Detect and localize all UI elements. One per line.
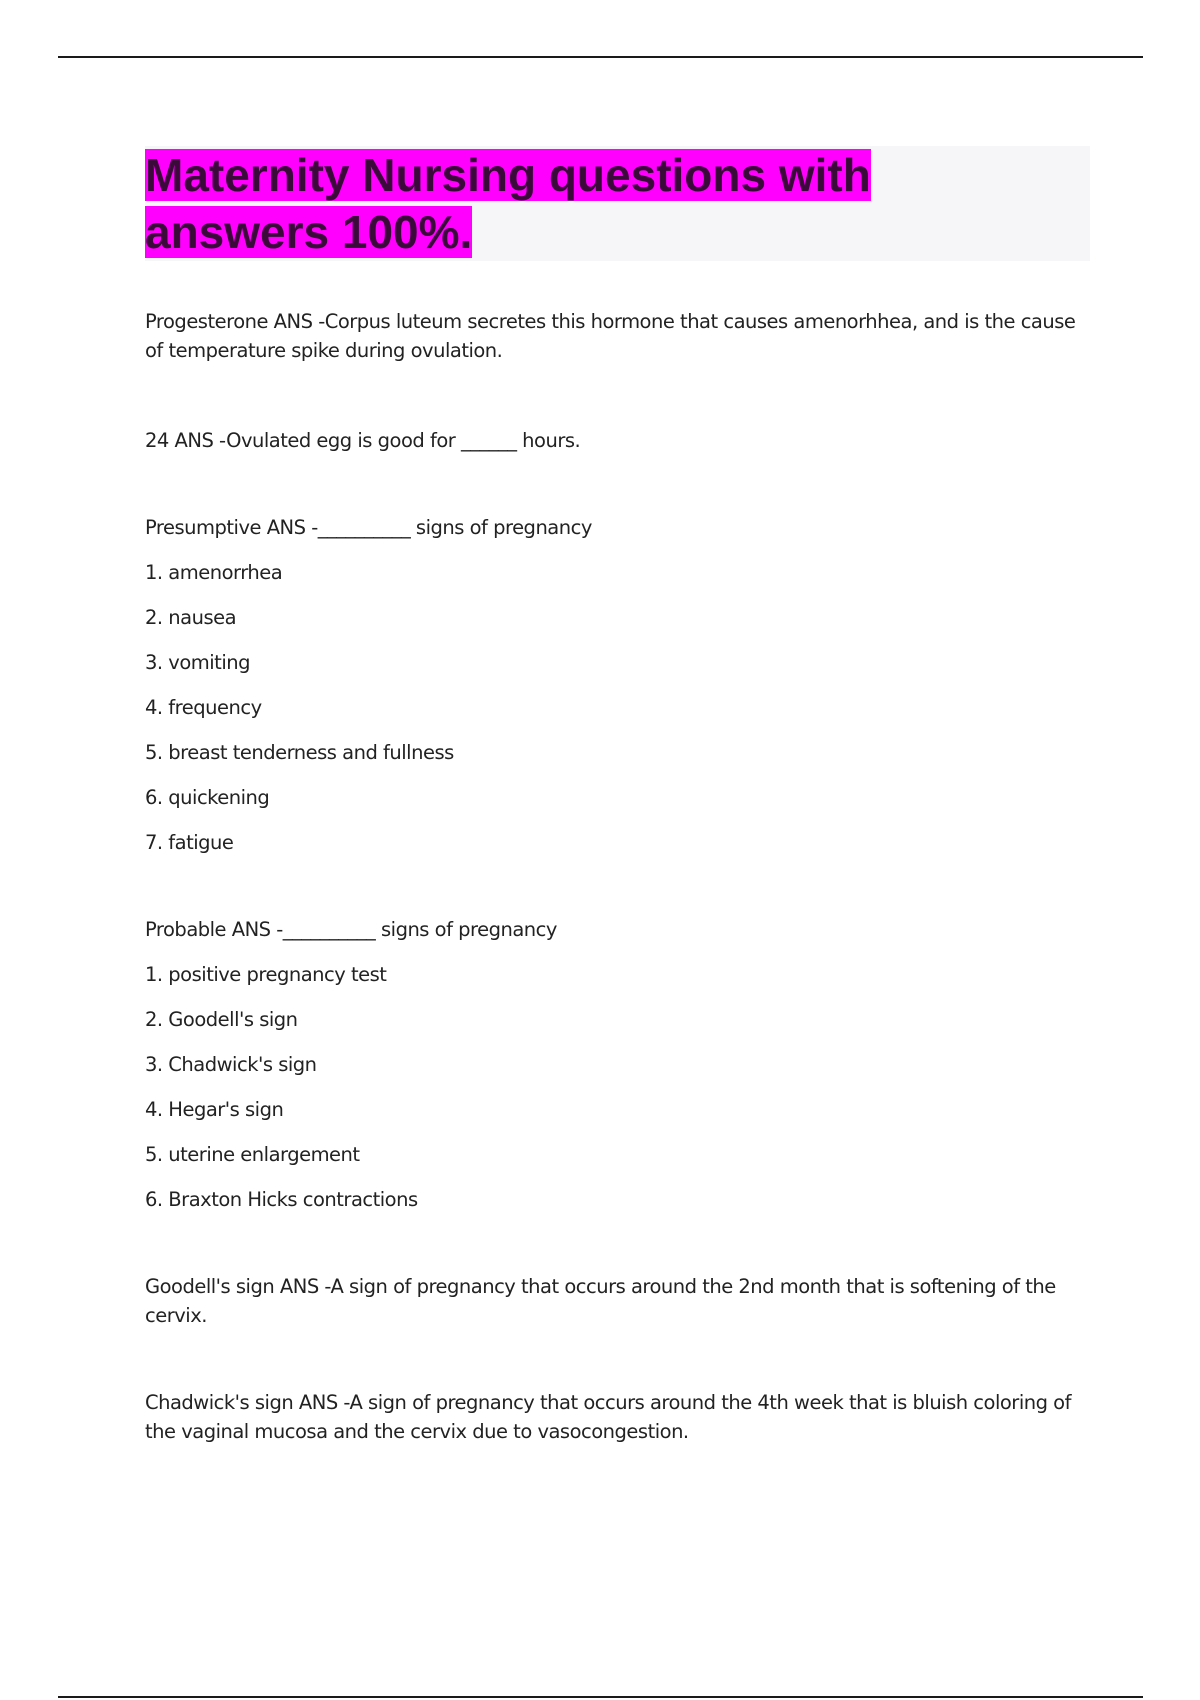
qa-entry-text: Progesterone ANS -Corpus luteum secretes this hormone that causes amenorhhea, and is the cause of temperature spike during ovulation. bbox=[145, 310, 1076, 362]
bottom-rule bbox=[58, 1696, 1143, 1698]
title-block bbox=[145, 146, 1090, 261]
list-item: 6. quickening bbox=[145, 786, 270, 809]
list-item: 4. frequency bbox=[145, 696, 262, 719]
qa-entry-text: Chadwick's sign ANS -A sign of pregnancy that occurs around the 4th week that is bluish coloring of the vaginal mucosa and the cervix due to vasocongestion. bbox=[145, 1391, 1071, 1443]
qa-entry-text: Presumptive ANS -__________ signs of pregnancy bbox=[145, 516, 592, 539]
qa-entry bbox=[145, 1388, 1090, 1446]
qa-entry bbox=[145, 915, 1090, 1214]
qa-entries bbox=[145, 307, 1090, 1446]
list-item: 2. Goodell's sign bbox=[145, 1008, 298, 1031]
list-item: 7. fatigue bbox=[145, 831, 234, 854]
qa-entry bbox=[145, 513, 1090, 857]
qa-entry-text: Probable ANS -__________ signs of pregnancy bbox=[145, 918, 557, 941]
qa-entry-text: 24 ANS -Ovulated egg is good for ______ hours. bbox=[145, 429, 581, 452]
list-item: 5. breast tenderness and fullness bbox=[145, 741, 454, 764]
qa-entry bbox=[145, 307, 1090, 365]
list-item: 4. Hegar's sign bbox=[145, 1098, 284, 1121]
document-title bbox=[145, 147, 925, 261]
list-item: 6. Braxton Hicks contractions bbox=[145, 1188, 418, 1211]
list-item: 3. vomiting bbox=[145, 651, 250, 674]
list-item: 2. nausea bbox=[145, 606, 237, 629]
qa-entry bbox=[145, 1272, 1090, 1330]
document-title-text: Maternity Nursing questions with answers 100%. bbox=[145, 149, 871, 258]
top-rule bbox=[58, 56, 1143, 58]
qa-entry-text: Goodell's sign ANS -A sign of pregnancy that occurs around the 2nd month that is softening of the cervix. bbox=[145, 1275, 1056, 1327]
list-item: 1. positive pregnancy test bbox=[145, 963, 387, 986]
document-page bbox=[145, 146, 1090, 1446]
list-item: 3. Chadwick's sign bbox=[145, 1053, 317, 1076]
qa-entry bbox=[145, 426, 1090, 455]
list-item: 1. amenorrhea bbox=[145, 561, 283, 584]
list-item: 5. uterine enlargement bbox=[145, 1143, 360, 1166]
